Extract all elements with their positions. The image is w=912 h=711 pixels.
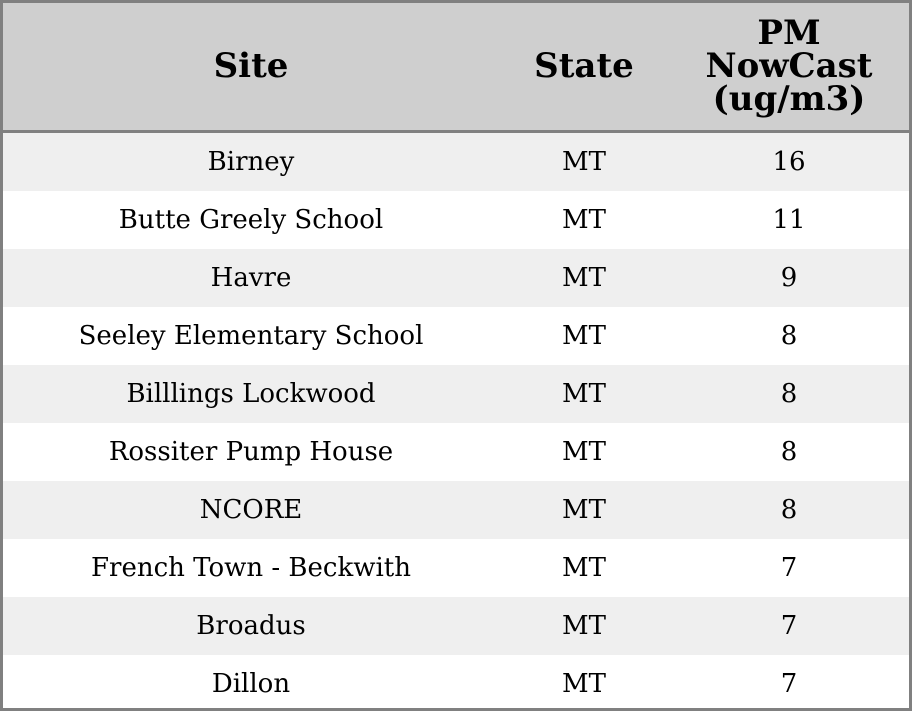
table-row xyxy=(3,539,909,597)
cell-site: Rossiter Pump House xyxy=(108,437,394,467)
cell-pm-value: 8 xyxy=(780,437,798,467)
cell-pm-value: 7 xyxy=(780,669,798,699)
cell-state: MT xyxy=(562,437,606,467)
cell-pm-value: 8 xyxy=(780,321,798,351)
cell-state: MT xyxy=(562,205,606,235)
cell-state: MT xyxy=(562,553,606,583)
table-row xyxy=(3,133,909,191)
header-state: State xyxy=(534,46,634,86)
cell-pm-value: 8 xyxy=(780,495,798,525)
cell-state: MT xyxy=(562,321,606,351)
header-pm-nowcast: PM NowCast (ug/m3) xyxy=(705,13,873,119)
cell-site: French Town - Beckwith xyxy=(90,553,412,583)
cell-pm-value: 11 xyxy=(772,205,806,235)
cell-pm-value: 8 xyxy=(780,379,798,409)
cell-site: Butte Greely School xyxy=(118,205,384,235)
cell-site: Broadus xyxy=(196,611,306,641)
cell-site: Birney xyxy=(207,147,295,177)
table-row xyxy=(3,249,909,307)
cell-site: Billlings Lockwood xyxy=(126,379,376,409)
cell-state: MT xyxy=(562,379,606,409)
table-body xyxy=(3,133,909,711)
cell-state: MT xyxy=(562,669,606,699)
header-site: Site xyxy=(213,46,289,86)
cell-pm-value: 7 xyxy=(780,611,798,641)
cell-site: Dillon xyxy=(211,669,291,699)
table-row xyxy=(3,365,909,423)
cell-pm-value: 7 xyxy=(780,553,798,583)
table-row xyxy=(3,307,909,365)
table-header xyxy=(3,3,909,133)
cell-state: MT xyxy=(562,611,606,641)
cell-site: Havre xyxy=(210,263,292,293)
cell-pm-value: 9 xyxy=(780,263,798,293)
cell-site: Seeley Elementary School xyxy=(78,321,424,351)
table-row xyxy=(3,481,909,539)
table-row xyxy=(3,655,909,711)
table-row xyxy=(3,597,909,655)
cell-state: MT xyxy=(562,495,606,525)
cell-site: NCORE xyxy=(199,495,303,525)
table-row xyxy=(3,191,909,249)
table-row xyxy=(3,423,909,481)
cell-state: MT xyxy=(562,263,606,293)
cell-pm-value: 16 xyxy=(772,147,806,177)
cell-state: MT xyxy=(562,147,606,177)
